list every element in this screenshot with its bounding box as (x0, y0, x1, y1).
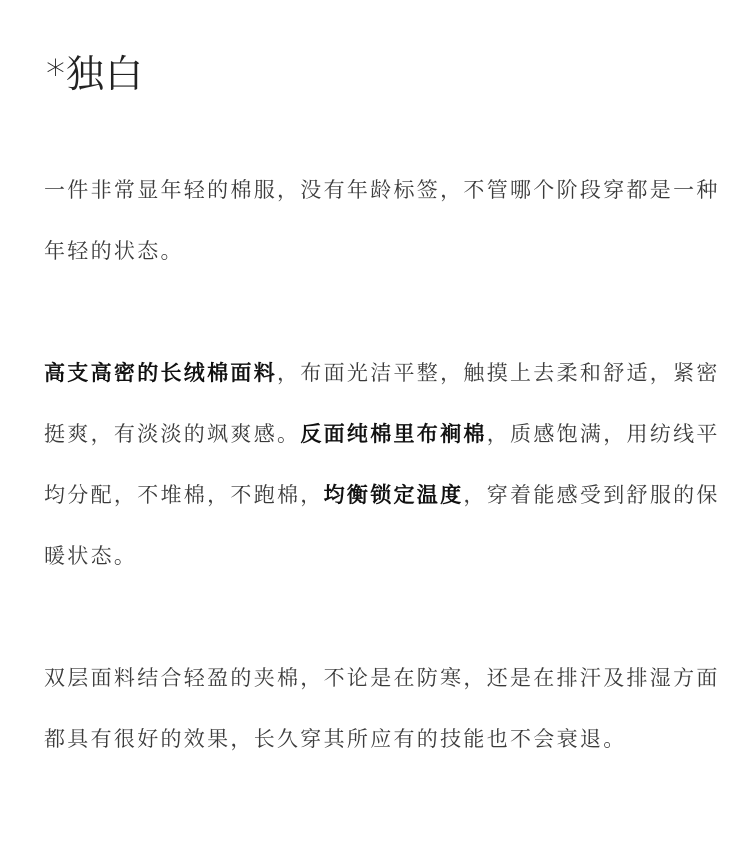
paragraph-intro (44, 160, 734, 282)
page-title: *独白 (46, 52, 145, 96)
paragraph-intro-text: 一件非常显年轻的棉服，没有年龄标签，不管哪个阶段穿都是一种年轻的状态。 (44, 178, 720, 263)
warmth-description: ，穿着能感受到舒服的保暖状态。 (44, 483, 720, 568)
paragraph-layers-text: 双层面料结合轻盈的夹棉，不论是在防寒，还是在排汗及排湿方面都具有很好的效果，长久穿其所应有的技能也不会衰退。 (44, 666, 720, 751)
fabric-description: ，布面光洁平整，触摸上去柔和舒适，紧密挺爽，有淡淡的飒爽感。 (44, 361, 720, 446)
lining-description: ，质感饱满，用纺线平均分配，不堆棉，不跑棉， (44, 422, 720, 507)
highlight-fabric: 高支高密的长绒棉面料 (44, 361, 277, 385)
highlight-lining: 反面纯棉里布裥棉 (300, 422, 487, 446)
paragraph-layers (44, 648, 734, 770)
highlight-temperature: 均衡锁定温度 (323, 483, 464, 507)
paragraph-fabric (44, 343, 734, 587)
